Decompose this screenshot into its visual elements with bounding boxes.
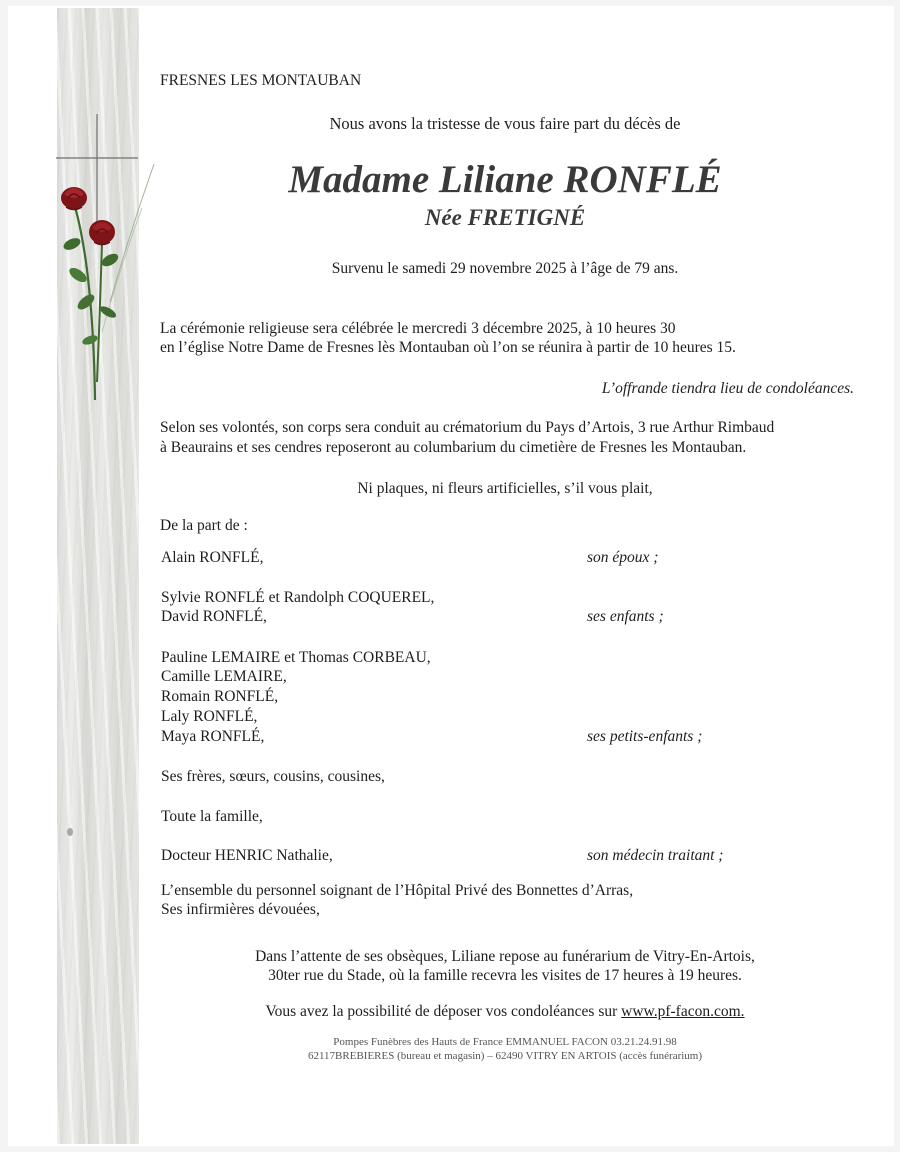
grandchildren-relation: ses petits-enfants ; <box>587 728 703 745</box>
death-notice: Survenu le samedi 29 novembre 2025 à l’âge de 79 ans. <box>331 260 679 277</box>
children-line-1: Sylvie RONFLÉ et Randolph COQUEREL, <box>161 589 435 606</box>
grandchildren-line-4: Laly RONFLÉ, <box>161 708 258 725</box>
no-flowers-text: Ni plaques, ni fleurs artificielles, s’il vous plait, <box>357 480 653 497</box>
location-heading: FRESNES LES MONTAUBAN <box>160 72 362 89</box>
staff-line-2: Ses infirmières dévouées, <box>161 901 320 918</box>
condolences-link[interactable]: www.pf-facon.com. <box>621 1003 745 1020</box>
children-relation: ses enfants ; <box>587 608 664 625</box>
grandchildren-line-2: Camille LEMAIRE, <box>161 668 287 685</box>
ceremony-line-1: La cérémonie religieuse sera célébrée le mercredi 3 décembre 2025, à 10 heures 30 <box>160 320 676 337</box>
condolences-label: Vous avez la possibilité de déposer vos condoléances sur <box>265 1003 618 1020</box>
intro-text: Nous avons la tristesse de vous faire part du décès de <box>329 114 681 133</box>
from-label: De la part de : <box>160 517 248 534</box>
wood-knot <box>67 828 73 836</box>
ceremony-line-2: en l’église Notre Dame de Fresnes lès Montauban où l’on se réunira à partir de 10 heures 15. <box>160 339 736 356</box>
deceased-name: Madame Liliane RONFLÉ <box>288 158 722 201</box>
doctor-relation: son médecin traitant ; <box>587 847 724 864</box>
grandchildren-line-3: Romain RONFLÉ, <box>161 688 279 705</box>
grandchildren-line-5: Maya RONFLÉ, <box>161 728 265 745</box>
visitation-line-2: 30ter rue du Stade, où la famille recevra les visites de 17 heures à 19 heures. <box>268 967 742 984</box>
staff-line-1: L’ensemble du personnel soignant de l’Hôpital Privé des Bonnettes d’Arras, <box>161 882 634 899</box>
offering-text: L’offrande tiendra lieu de condoléances. <box>601 380 854 397</box>
siblings-text: Ses frères, sœurs, cousins, cousines, <box>161 768 385 785</box>
wishes-line-1: Selon ses volontés, son corps sera conduit au crématorium du Pays d’Artois, 3 rue Arthur Rimbaud <box>160 419 775 436</box>
doctor-name: Docteur HENRIC Nathalie, <box>161 847 333 864</box>
spouse-name: Alain RONFLÉ, <box>161 549 264 566</box>
rose-icon <box>50 112 160 412</box>
maiden-name: Née FRETIGNÉ <box>424 205 586 230</box>
footer-line-2: 62117BREBIERES (bureau et magasin) – 62490 VITRY EN ARTOIS (accès funérarium) <box>307 1050 703 1062</box>
wishes-line-2: à Beaurains et ses cendres reposeront au columbarium du cimetière de Fresnes les Montauban. <box>160 439 747 456</box>
grandchildren-line-1: Pauline LEMAIRE et Thomas CORBEAU, <box>161 649 431 666</box>
spouse-relation: son époux ; <box>587 549 659 566</box>
condolences-text <box>160 1002 850 1022</box>
footer-line-1: Pompes Funèbres des Hauts de France EMMANUEL FACON 03.21.24.91.98 <box>333 1036 677 1048</box>
visitation-line-1: Dans l’attente de ses obsèques, Liliane repose au funérarium de Vitry-En-Artois, <box>255 948 755 965</box>
children-line-2: David RONFLÉ, <box>161 608 267 625</box>
whole-family-text: Toute la famille, <box>161 808 263 825</box>
